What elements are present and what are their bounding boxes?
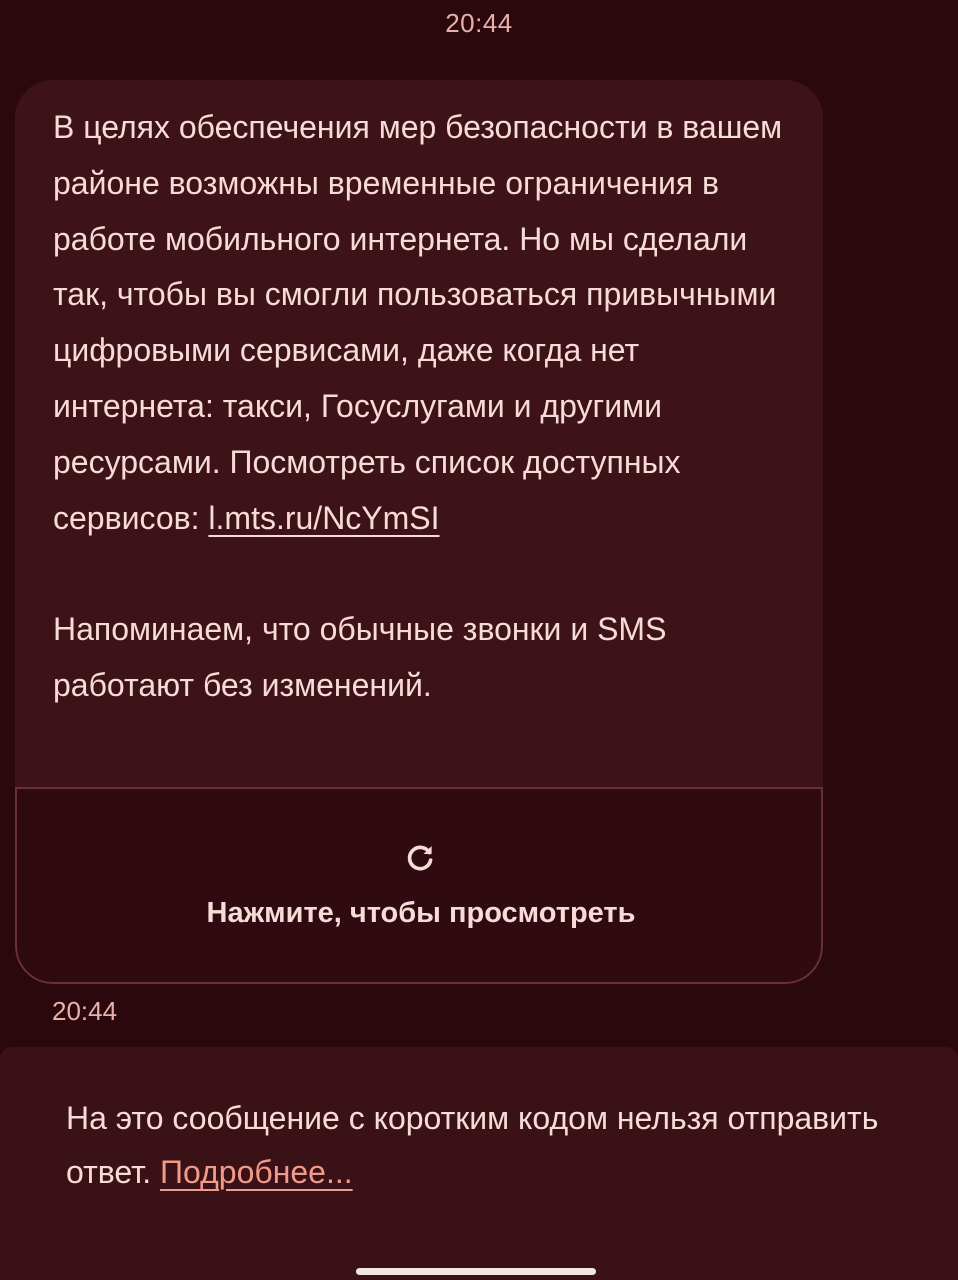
message-paragraph-2: Напоминаем, что обычные звонки и SMS работают без изменений. xyxy=(53,611,676,703)
paragraph-spacer xyxy=(53,546,793,602)
reply-disabled-panel xyxy=(0,1047,958,1280)
message-timestamp: 20:44 xyxy=(52,996,118,1026)
learn-more-link[interactable]: Подробнее... xyxy=(160,1154,353,1190)
message-link[interactable]: l.mts.ru/NcYmSI xyxy=(208,499,440,536)
link-preview-button[interactable] xyxy=(15,787,823,984)
message-paragraph-1-text: В целях обеспечения мер безопасности в вашем районе возможны временные ограничения в работе мобильного интернета. Но мы сделали так, чтобы вы смогли пользоваться привычными цифровыми сервисами, даже когда нет интернета: такси, Госуслугами и другими ресурсами. Посмотреть список доступных сервисов: xyxy=(53,109,792,536)
message-text xyxy=(15,80,823,714)
message-bubble[interactable] xyxy=(15,80,823,984)
message-paragraph-1 xyxy=(53,100,793,546)
preview-label: Нажмите, чтобы просмотреть xyxy=(206,897,636,929)
reply-disabled-text: На это сообщение с коротким кодом нельзя отправить ответ. xyxy=(66,1100,879,1190)
refresh-icon xyxy=(403,841,437,875)
conversation-timestamp: 20:44 xyxy=(445,8,513,38)
reply-disabled-notice xyxy=(66,1091,926,1199)
home-indicator[interactable] xyxy=(356,1268,596,1275)
